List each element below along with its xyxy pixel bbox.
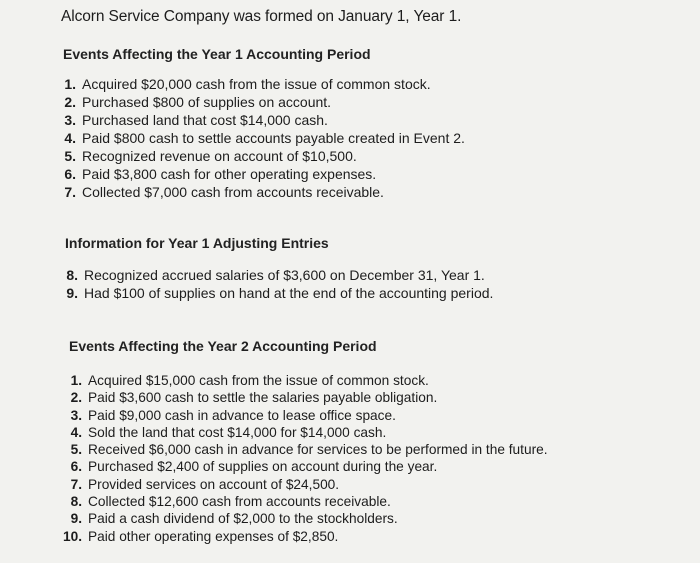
year2-events-list	[62, 372, 548, 545]
item-number: 6.	[64, 166, 76, 182]
item-text: Received $6,000 cash in advance for services to be performed in the future.	[88, 442, 548, 458]
year1-events-list	[60, 75, 465, 201]
list-item	[62, 476, 548, 493]
item-number: 10.	[62, 528, 82, 544]
list-item	[62, 510, 548, 527]
item-number: 2.	[70, 390, 82, 406]
list-item	[60, 147, 465, 165]
item-text: Had $100 of supplies on hand at the end of the accounting period.	[84, 285, 494, 301]
list-item	[62, 266, 493, 284]
list-item	[62, 441, 548, 458]
item-number: 9.	[66, 285, 78, 301]
item-number: 4.	[64, 130, 76, 146]
adjusting-entries-list	[62, 266, 493, 302]
list-item	[62, 528, 548, 545]
list-item	[62, 389, 548, 406]
item-number: 8.	[70, 494, 82, 510]
item-text: Paid $800 cash to settle accounts payable created in Event 2.	[82, 130, 465, 146]
list-item	[62, 372, 548, 389]
section-heading-year2-events: Events Affecting the Year 2 Accounting Period	[69, 338, 377, 354]
list-item	[62, 493, 548, 510]
item-number: 5.	[64, 148, 76, 164]
list-item	[62, 424, 548, 441]
item-text: Paid $3,600 cash to settle the salaries payable obligation.	[88, 390, 438, 406]
item-number: 6.	[70, 459, 82, 475]
item-text: Purchased $2,400 of supplies on account during the year.	[88, 459, 438, 475]
item-text: Paid $9,000 cash in advance to lease office space.	[88, 407, 396, 423]
item-text: Collected $7,000 cash from accounts receivable.	[82, 184, 384, 200]
item-text: Paid $3,800 cash for other operating expenses.	[82, 166, 377, 182]
list-item	[62, 284, 493, 302]
item-number: 8.	[66, 267, 78, 283]
item-number: 5.	[70, 442, 82, 458]
item-number: 2.	[64, 94, 76, 110]
item-text: Sold the land that cost $14,000 for $14,000 cash.	[88, 424, 387, 440]
item-text: Purchased $800 of supplies on account.	[82, 94, 332, 110]
list-item	[60, 129, 465, 147]
item-number: 1.	[70, 373, 82, 388]
item-number: 3.	[70, 407, 82, 423]
item-number: 7.	[64, 184, 76, 200]
item-text: Acquired $20,000 cash from the issue of common stock.	[82, 76, 431, 92]
item-text: Recognized revenue on account of $10,500.	[82, 148, 357, 164]
list-item	[60, 183, 465, 201]
list-item	[62, 458, 548, 475]
list-item	[60, 165, 465, 183]
item-text: Paid a cash dividend of $2,000 to the stockholders.	[88, 511, 398, 527]
item-number: 3.	[64, 112, 76, 128]
item-number: 9.	[70, 511, 82, 527]
item-text: Recognized accrued salaries of $3,600 on December 31, Year 1.	[84, 267, 485, 283]
list-item	[60, 75, 465, 93]
list-item	[60, 93, 465, 111]
item-number: 7.	[70, 476, 82, 492]
document-title: Alcorn Service Company was formed on January 1, Year 1.	[61, 8, 462, 25]
item-text: Purchased land that cost $14,000 cash.	[82, 112, 328, 128]
item-number: 1.	[64, 76, 76, 92]
item-text: Collected $12,600 cash from accounts receivable.	[88, 494, 391, 510]
section-heading-adjusting-entries: Information for Year 1 Adjusting Entries	[65, 235, 329, 251]
list-item	[60, 111, 465, 129]
list-item	[62, 407, 548, 424]
item-number: 4.	[70, 424, 82, 440]
item-text: Acquired $15,000 cash from the issue of common stock.	[88, 373, 429, 388]
section-heading-year1-events: Events Affecting the Year 1 Accounting Period	[63, 46, 371, 62]
item-text: Provided services on account of $24,500.	[88, 476, 340, 492]
item-text: Paid other operating expenses of $2,850.	[88, 528, 339, 544]
